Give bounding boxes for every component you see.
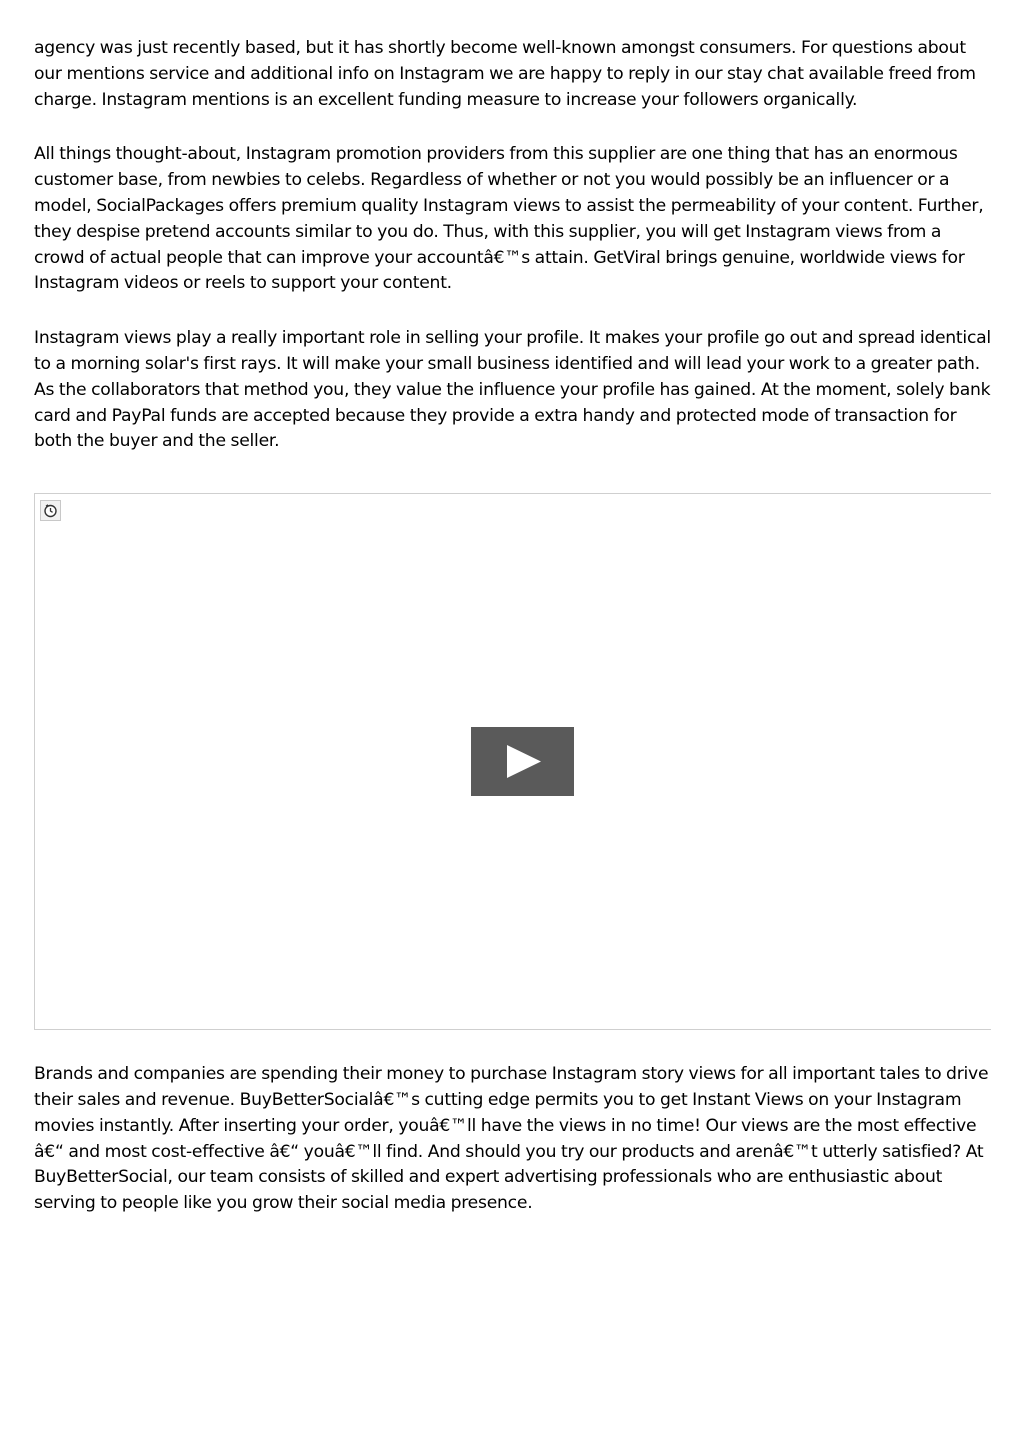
clock-icon: [41, 501, 60, 520]
paragraph-1: agency was just recently based, but it has shortly become well-known amongst consumers. For questions about our mentions service and additional info on Instagram we are happy to reply in our stay chat available freed from charge. Instagram mentions is an excellent funding measure to increase your followers organically.: [34, 38, 976, 110]
watch-later-button[interactable]: [40, 500, 61, 521]
video-embed[interactable]: [34, 493, 991, 1030]
play-button[interactable]: [471, 727, 574, 796]
article-body: [34, 36, 992, 1246]
play-icon: [507, 745, 541, 778]
paragraph-3: Instagram views play a really important role in selling your profile. It makes your profile go out and spread identical to a morning solar's first rays. It will make your small business identified and will lead your work to a greater path. As the collaborators that method you, they value the influence your profile has gained. At the moment, solely bank card and PayPal funds are accepted because they provide a extra handy and protected mode of transaction for both the buyer and the seller.: [34, 328, 991, 452]
paragraph-2: All things thought-about, Instagram promotion providers from this supplier are one thing that has an enormous customer base, from newbies to celebs. Regardless of whether or not you would possibly be an influencer or a model, SocialPackages offers premium quality Instagram views to assist the permeability of your content. Further, they despise pretend accounts similar to you do. Thus, with this supplier, you will get Instagram views from a crowd of actual people that can improve your accountâ€™s attain. GetViral brings genuine, worldwide views for Instagram videos or reels to support your content.: [34, 144, 984, 294]
paragraph-4: Brands and companies are spending their money to purchase Instagram story views for all important tales to drive their sales and revenue. BuyBetterSocialâ€™s cutting edge permits you to get Instant Views on your Instagram movies instantly. After inserting your order, youâ€™ll have the views in no time! Our views are the most effective â€“ and most cost-effective â€“ youâ€™ll find. And should you try our products and arenâ€™t utterly satisfied? At BuyBetterSocial, our team consists of skilled and expert advertising professionals who are enthusiastic about serving to people like you grow their social media presence.: [34, 1064, 989, 1214]
